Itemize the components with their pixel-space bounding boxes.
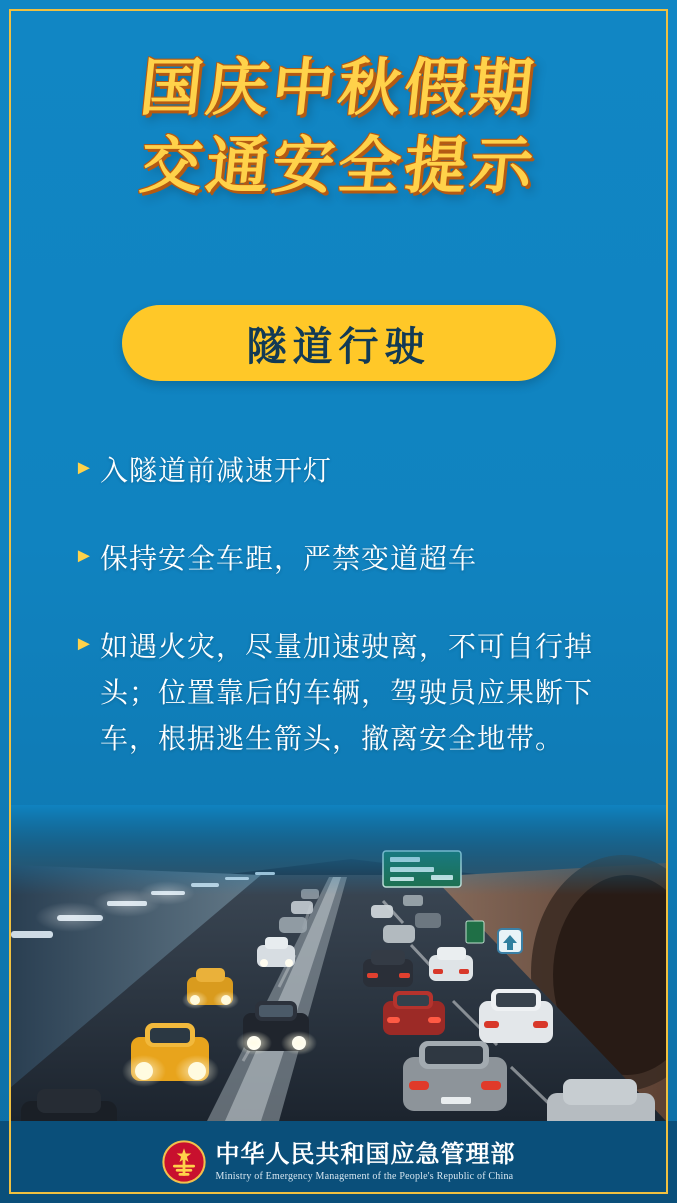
china-national-emblem [162,1140,206,1184]
title-line-2: 交通安全提示 [136,129,541,202]
footer-org-name-en: Ministry of Emergency Management of the People's Republic of China [215,1171,514,1182]
highway-tunnel-traffic-photo [11,805,666,1121]
list-item-text: 入隧道前减速开灯 [100,454,333,487]
triangle-bullet-icon: ► [74,457,94,479]
list-item [74,448,614,494]
triangle-bullet-icon: ► [74,633,94,655]
footer-bar [0,1121,677,1203]
list-item-text: 保持安全车距，严禁变道超车 [100,542,478,575]
section-heading-pill [122,305,556,381]
triangle-bullet-icon: ► [74,545,94,567]
footer-org-texts [216,1140,516,1184]
tips-list [74,448,614,762]
photo-top-fade [11,805,666,895]
section-heading-label: 隧道行驶 [246,323,431,370]
footer-org-name-cn: 中华人民共和国应急管理部 [215,1140,516,1168]
title-line-1: 国庆中秋假期 [136,51,541,124]
list-item-text: 如遇火灾，尽量加速驶离，不可自行掉头；位置靠后的车辆，驾驶员应果断下车，根据逃生箭头，撤离安全地带。 [100,630,594,755]
poster-title [0,52,677,202]
list-item [74,536,614,582]
list-item [74,624,614,762]
